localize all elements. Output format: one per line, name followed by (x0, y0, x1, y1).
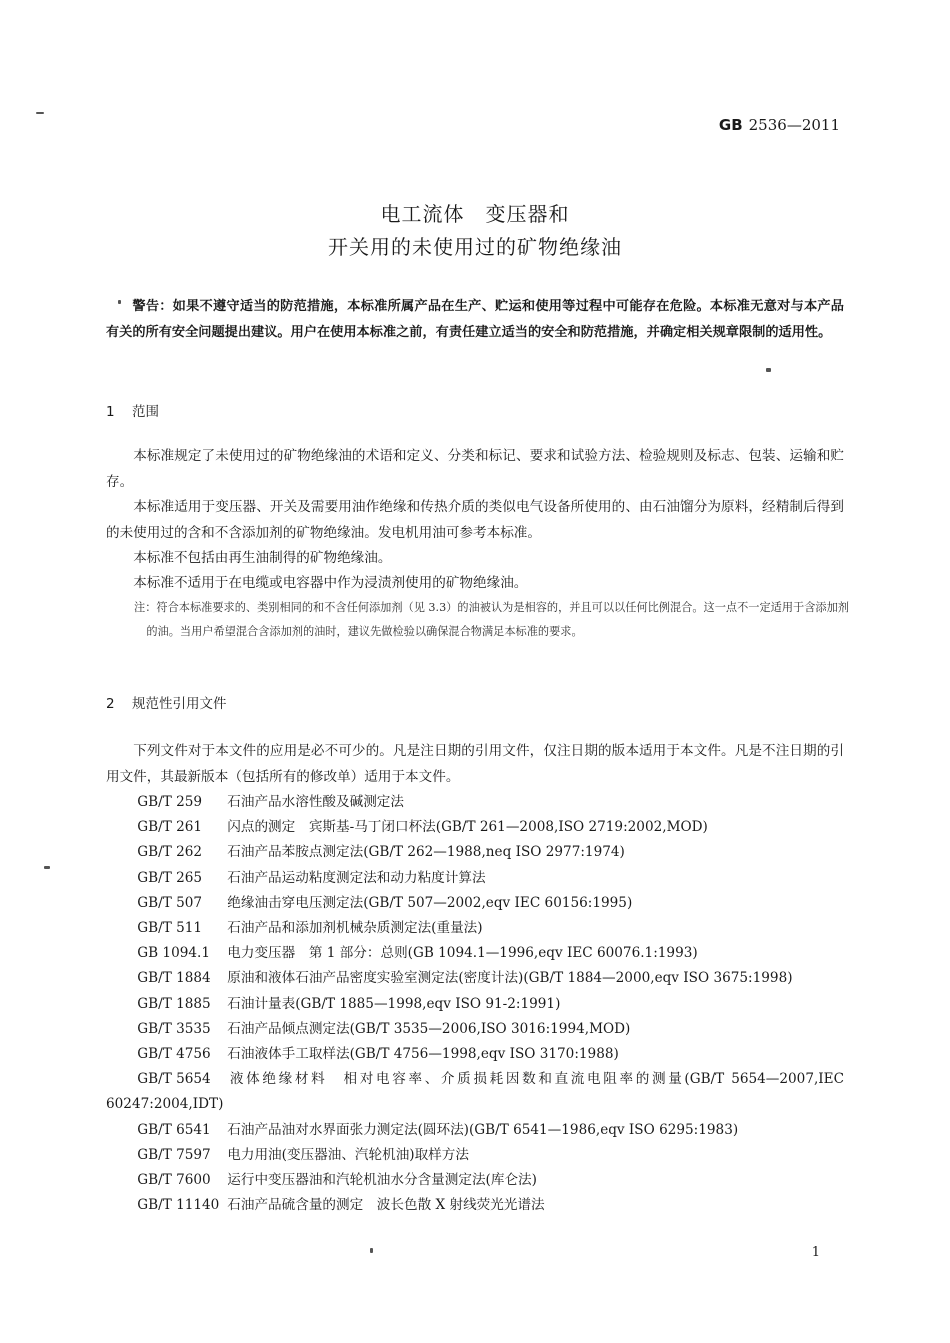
reference-title: 石油产品倾点测定法(GB/T 3535—2006,ISO 3016:1994,MOD) (227, 1020, 631, 1037)
reference-title: 原油和液体石油产品密度实验室测定法(密度计法)(GB/T 1884—2000,eqv ISO 3675:1998) (227, 970, 793, 987)
scan-speck (118, 300, 121, 304)
scope-note: 注：符合本标准要求的、类别相同的和不含任何添加剂（见 3.3）的油被认为是相容的，并且可以以任何比例混合。这一点不一定适用于含添加剂的油。当用户希望混合含添加剂的油时，建议先做检验以确保混合物满足本标准的要求。 (134, 601, 849, 638)
document-title-line-1: 电工流体 变压器和 (380, 202, 570, 226)
list-item (106, 866, 844, 891)
reference-code: GB/T 507 (137, 894, 203, 911)
standard-prefix: GB (718, 116, 743, 134)
scan-speck (766, 368, 771, 372)
list-item (106, 1042, 844, 1067)
list-item (106, 840, 844, 865)
reference-code: GB/T 4756 (137, 1046, 211, 1063)
scan-speck (36, 112, 44, 114)
reference-code: GB 1094.1 (137, 945, 211, 962)
list-item (106, 790, 844, 815)
section-1-title: 范围 (132, 404, 159, 420)
reference-title: 电力用油(变压器油、汽轮机油)取样方法 (227, 1146, 469, 1163)
reference-code: GB/T 5654 (137, 1071, 211, 1088)
reference-code: GB/T 7600 (137, 1172, 211, 1189)
list-item (106, 1017, 844, 1042)
standard-number: 2536—2011 (748, 116, 840, 134)
list-item (106, 1193, 844, 1218)
scope-paragraph-4: 本标准不适用于在电缆或电容器中作为浸渍剂使用的矿物绝缘油。 (133, 575, 528, 591)
reference-list (106, 790, 844, 1218)
reference-title: 石油产品和添加剂机械杂质测定法(重量法) (227, 920, 483, 937)
section-1-heading (106, 400, 159, 420)
scope-paragraph-2: 本标准适用于变压器、开关及需要用油作绝缘和传热介质的类似电气设备所使用的、由石油馏分为原料，经精制后得到的未使用过的含和不含添加剂的矿物绝缘油。发电机用油可参考本标准。 (106, 499, 844, 541)
list-item (106, 1118, 844, 1143)
reference-title: 运行中变压器油和汽轮机油水分含量测定法(库仑法) (227, 1172, 537, 1189)
reference-code: GB/T 511 (137, 920, 203, 937)
scan-speck (44, 866, 50, 869)
reference-code: GB/T 1884 (137, 970, 211, 987)
reference-title: 绝缘油击穿电压测定法(GB/T 507—2002,eqv IEC 60156:1995) (227, 894, 633, 911)
list-item (106, 891, 844, 916)
reference-title: 石油产品运动粘度测定法和动力粘度计算法 (227, 869, 486, 886)
list-item (106, 992, 844, 1017)
section-1-number: 1 (106, 404, 115, 420)
document-title-line-2: 开关用的未使用过的矿物绝缘油 (328, 235, 622, 259)
reference-title: 石油产品硫含量的测定 波长色散 X 射线荧光光谱法 (227, 1197, 545, 1214)
reference-code: GB/T 1885 (137, 995, 211, 1012)
list-item (106, 916, 844, 941)
scope-paragraph-1: 本标准规定了未使用过的矿物绝缘油的术语和定义、分类和标记、要求和试验方法、检验规则及标志、包装、运输和贮存。 (106, 448, 844, 490)
reference-title: 石油产品油对水界面张力测定法(圆环法)(GB/T 6541—1986,eqv ISO 6295:1983) (227, 1121, 739, 1138)
scope-paragraph-3: 本标准不包括由再生油制得的矿物绝缘油。 (133, 550, 392, 566)
page-number: 1 (811, 1245, 820, 1260)
section-2-title: 规范性引用文件 (132, 696, 227, 712)
list-item (106, 966, 844, 991)
section-2-number: 2 (106, 696, 115, 712)
list-item (106, 1168, 844, 1193)
reference-code: GB/T 6541 (137, 1121, 211, 1138)
section-2-heading (106, 692, 227, 712)
reference-code: GB/T 7597 (137, 1146, 211, 1163)
list-item (106, 815, 844, 840)
reference-code: GB/T 265 (137, 869, 203, 886)
reference-title: 液体绝缘材料 相对电容率、介质损耗因数和直流电阻率的测量(GB/T 5654—2007,IEC 60247:2004,IDT) (106, 1071, 844, 1113)
list-item (106, 941, 844, 966)
reference-title: 闪点的测定 宾斯基-马丁闭口杯法(GB/T 261—2008,ISO 2719:2002,MOD) (227, 819, 708, 836)
list-item (106, 1067, 844, 1117)
reference-code: GB/T 261 (137, 819, 203, 836)
list-item (106, 1143, 844, 1168)
reference-title: 石油液体手工取样法(GB/T 4756—1998,eqv ISO 3170:1988) (227, 1046, 619, 1063)
warning-paragraph: 警告：如果不遵守适当的防范措施，本标准所属产品在生产、贮运和使用等过程中可能存在危险。本标准无意对与本产品有关的所有安全问题提出建议。用户在使用本标准之前，有责任建立适当的安全和防范措施，并确定相关规章限制的适用性。 (106, 299, 844, 340)
reference-code: GB/T 11140 (137, 1197, 220, 1214)
reference-title: 石油计量表(GB/T 1885—1998,eqv ISO 91-2:1991) (227, 995, 561, 1012)
standard-code (719, 116, 840, 134)
reference-title: 电力变压器 第 1 部分：总则(GB 1094.1—1996,eqv IEC 60076.1:1993) (227, 945, 698, 962)
reference-code: GB/T 259 (137, 794, 203, 810)
reference-title: 石油产品水溶性酸及碱测定法 (227, 794, 404, 810)
references-intro: 下列文件对于本文件的应用是必不可少的。凡是注日期的引用文件，仅注日期的版本适用于本文件。凡是不注日期的引用文件，其最新版本（包括所有的修改单）适用于本文件。 (106, 743, 844, 785)
reference-code: GB/T 3535 (137, 1020, 211, 1037)
reference-title: 石油产品苯胺点测定法(GB/T 262—1988,neq ISO 2977:1974) (227, 844, 625, 861)
scan-speck (370, 1248, 373, 1253)
reference-code: GB/T 262 (137, 844, 203, 861)
